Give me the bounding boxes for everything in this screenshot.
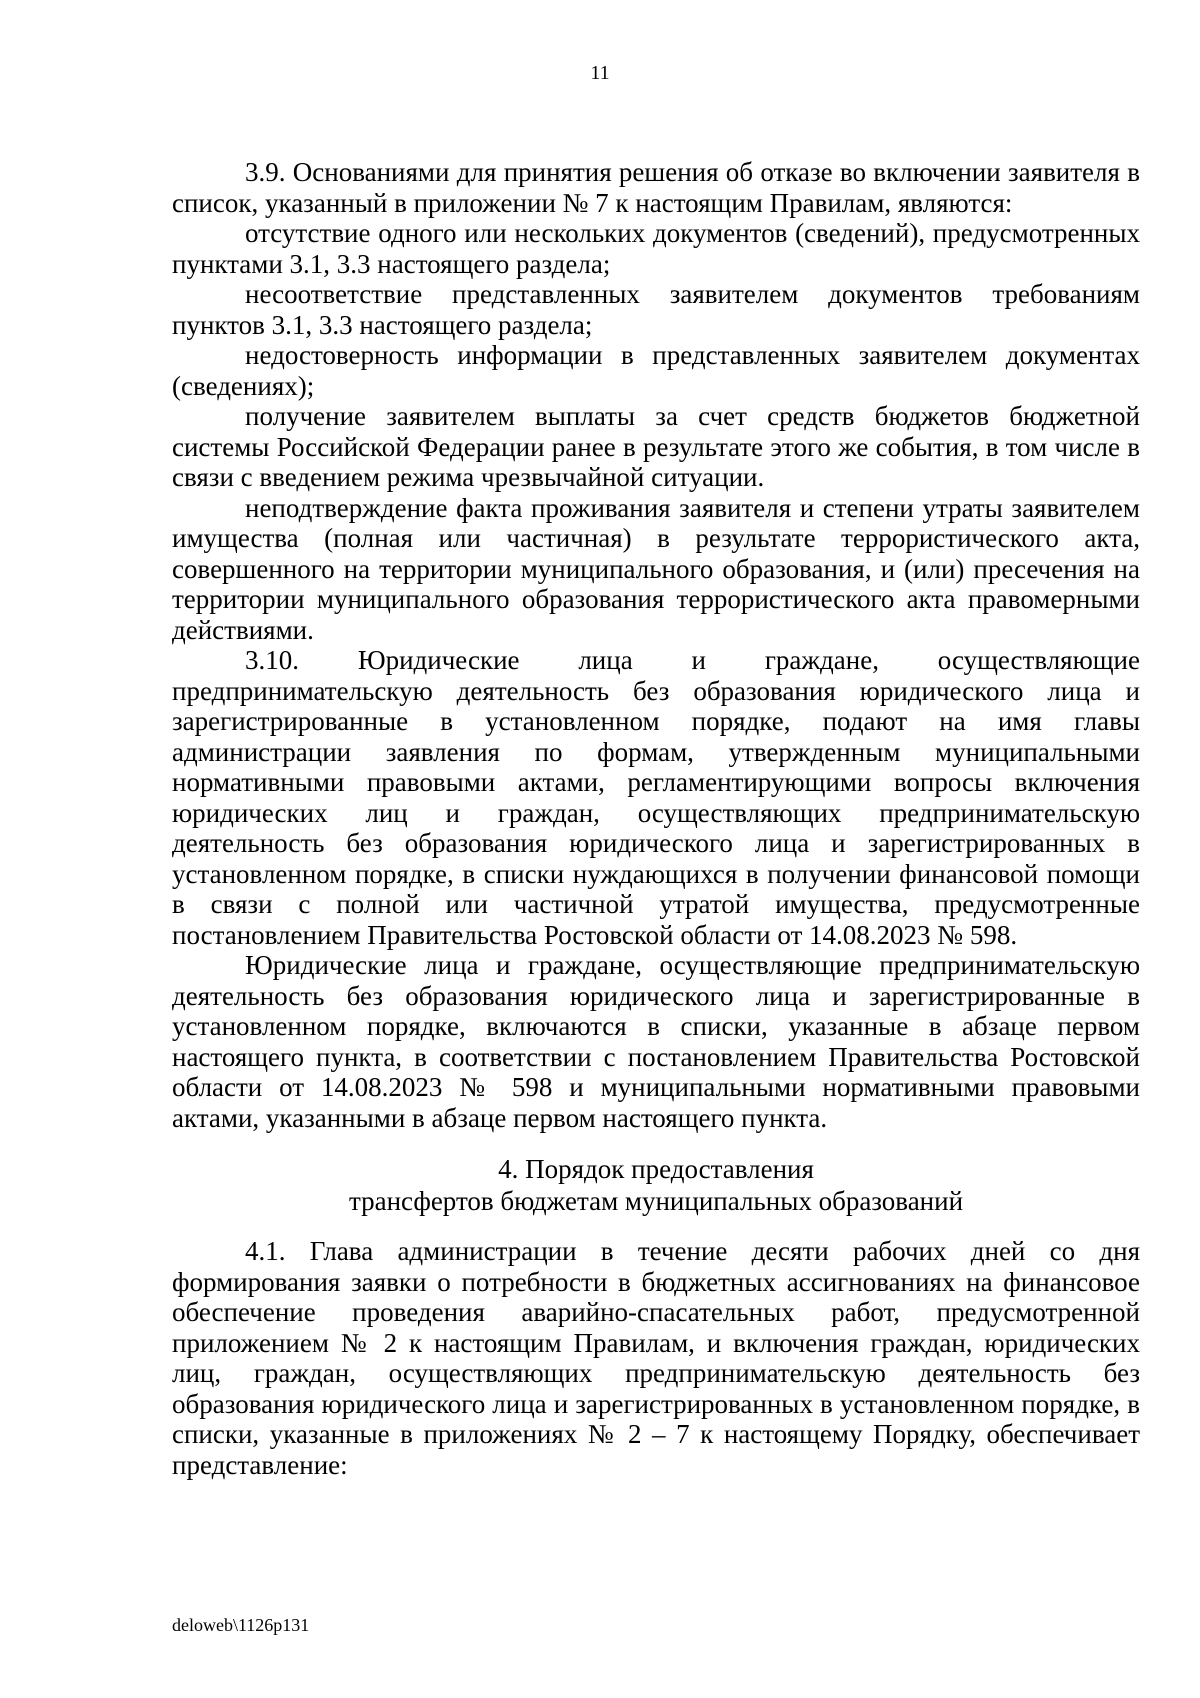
- list-item-inaccuracy: недостоверность информации в представленных заявителем документах (сведениях);: [172, 340, 1140, 401]
- section-4-heading-line-2: трансфертов бюджетам муниципальных образований: [348, 1186, 964, 1216]
- list-item-missing-documents: отсутствие одного или нескольких документов (сведений), предусмотренных пунктами 3.1, 3.3 настоящего раздела;: [172, 218, 1140, 279]
- section-4-heading: [172, 1153, 1140, 1217]
- document-footer-code: deloweb\1126p131: [172, 1615, 310, 1635]
- document-body: [172, 157, 1140, 1480]
- paragraph-3-10: 3.10. Юридические лица и граждане, осуществляющие предпринимательскую деятельность без образования юридического лица и зарегистрированные в установленном порядке, подают на имя главы администрации заявления по формам, утвержденным муниципальными нормативными правовыми актами, регламентирующими вопросы включения юридических лиц и граждан, осуществляющих предпринимательскую деятельность без образования юридического лица и зарегистрированных в установленном порядке, в списки нуждающихся в получении финансовой помощи в связи с полной или частичной утратой имущества, предусмотренные постановлением Правительства Ростовской области от 14.08.2023 № 598.: [172, 645, 1140, 950]
- list-item-prior-payment: получение заявителем выплаты за счет средств бюджетов бюджетной системы Российской Федерации ранее в результате этого же события, в том числе в связи с введением режима чрезвычайной ситуации.: [172, 401, 1140, 492]
- list-item-nonconformity: несоответствие представленных заявителем документов требованиям пунктов 3.1, 3.3 настоящего раздела;: [172, 279, 1140, 340]
- list-item-nonconfirmation: неподтверждение факта проживания заявителя и степени утраты заявителем имущества (полная или частичная) в результате террористического акта, совершенного на территории муниципального образования, и (или) пресечения на территории муниципального образования террористического акта правомерными действиями.: [172, 492, 1140, 645]
- page-number: 11: [590, 62, 610, 84]
- paragraph-3-9: 3.9. Основаниями для принятия решения об отказе во включении заявителя в список, указанный в приложении № 7 к настоящим Правилам, являются:: [172, 157, 1140, 218]
- section-4-heading-line-1: 4. Порядок предоставления: [498, 1154, 814, 1184]
- paragraph-4-1: 4.1. Глава администрации в течение десяти рабочих дней со дня формирования заявки о потребности в бюджетных ассигнованиях на финансовое обеспечение проведения аварийно-спасательных работ, предусмотренной приложением № 2 к настоящим Правилам, и включения граждан, юридических лиц, граждан, осуществляющих предпринимательскую деятельность без образования юридического лица и зарегистрированных в установленном порядке, в списки, указанные в приложениях № 2 – 7 к настоящему Порядку, обеспечивает представление:: [172, 1236, 1140, 1480]
- paragraph-3-10-second: Юридические лица и граждане, осуществляющие предпринимательскую деятельность без образования юридического лица и зарегистрированные в установленном порядке, включаются в списки, указанные в абзаце первом настоящего пункта, в соответствии с постановлением Правительства Ростовской области от 14.08.2023 № 598 и муниципальными нормативными правовыми актами, указанными в абзаце первом настоящего пункта.: [172, 950, 1140, 1133]
